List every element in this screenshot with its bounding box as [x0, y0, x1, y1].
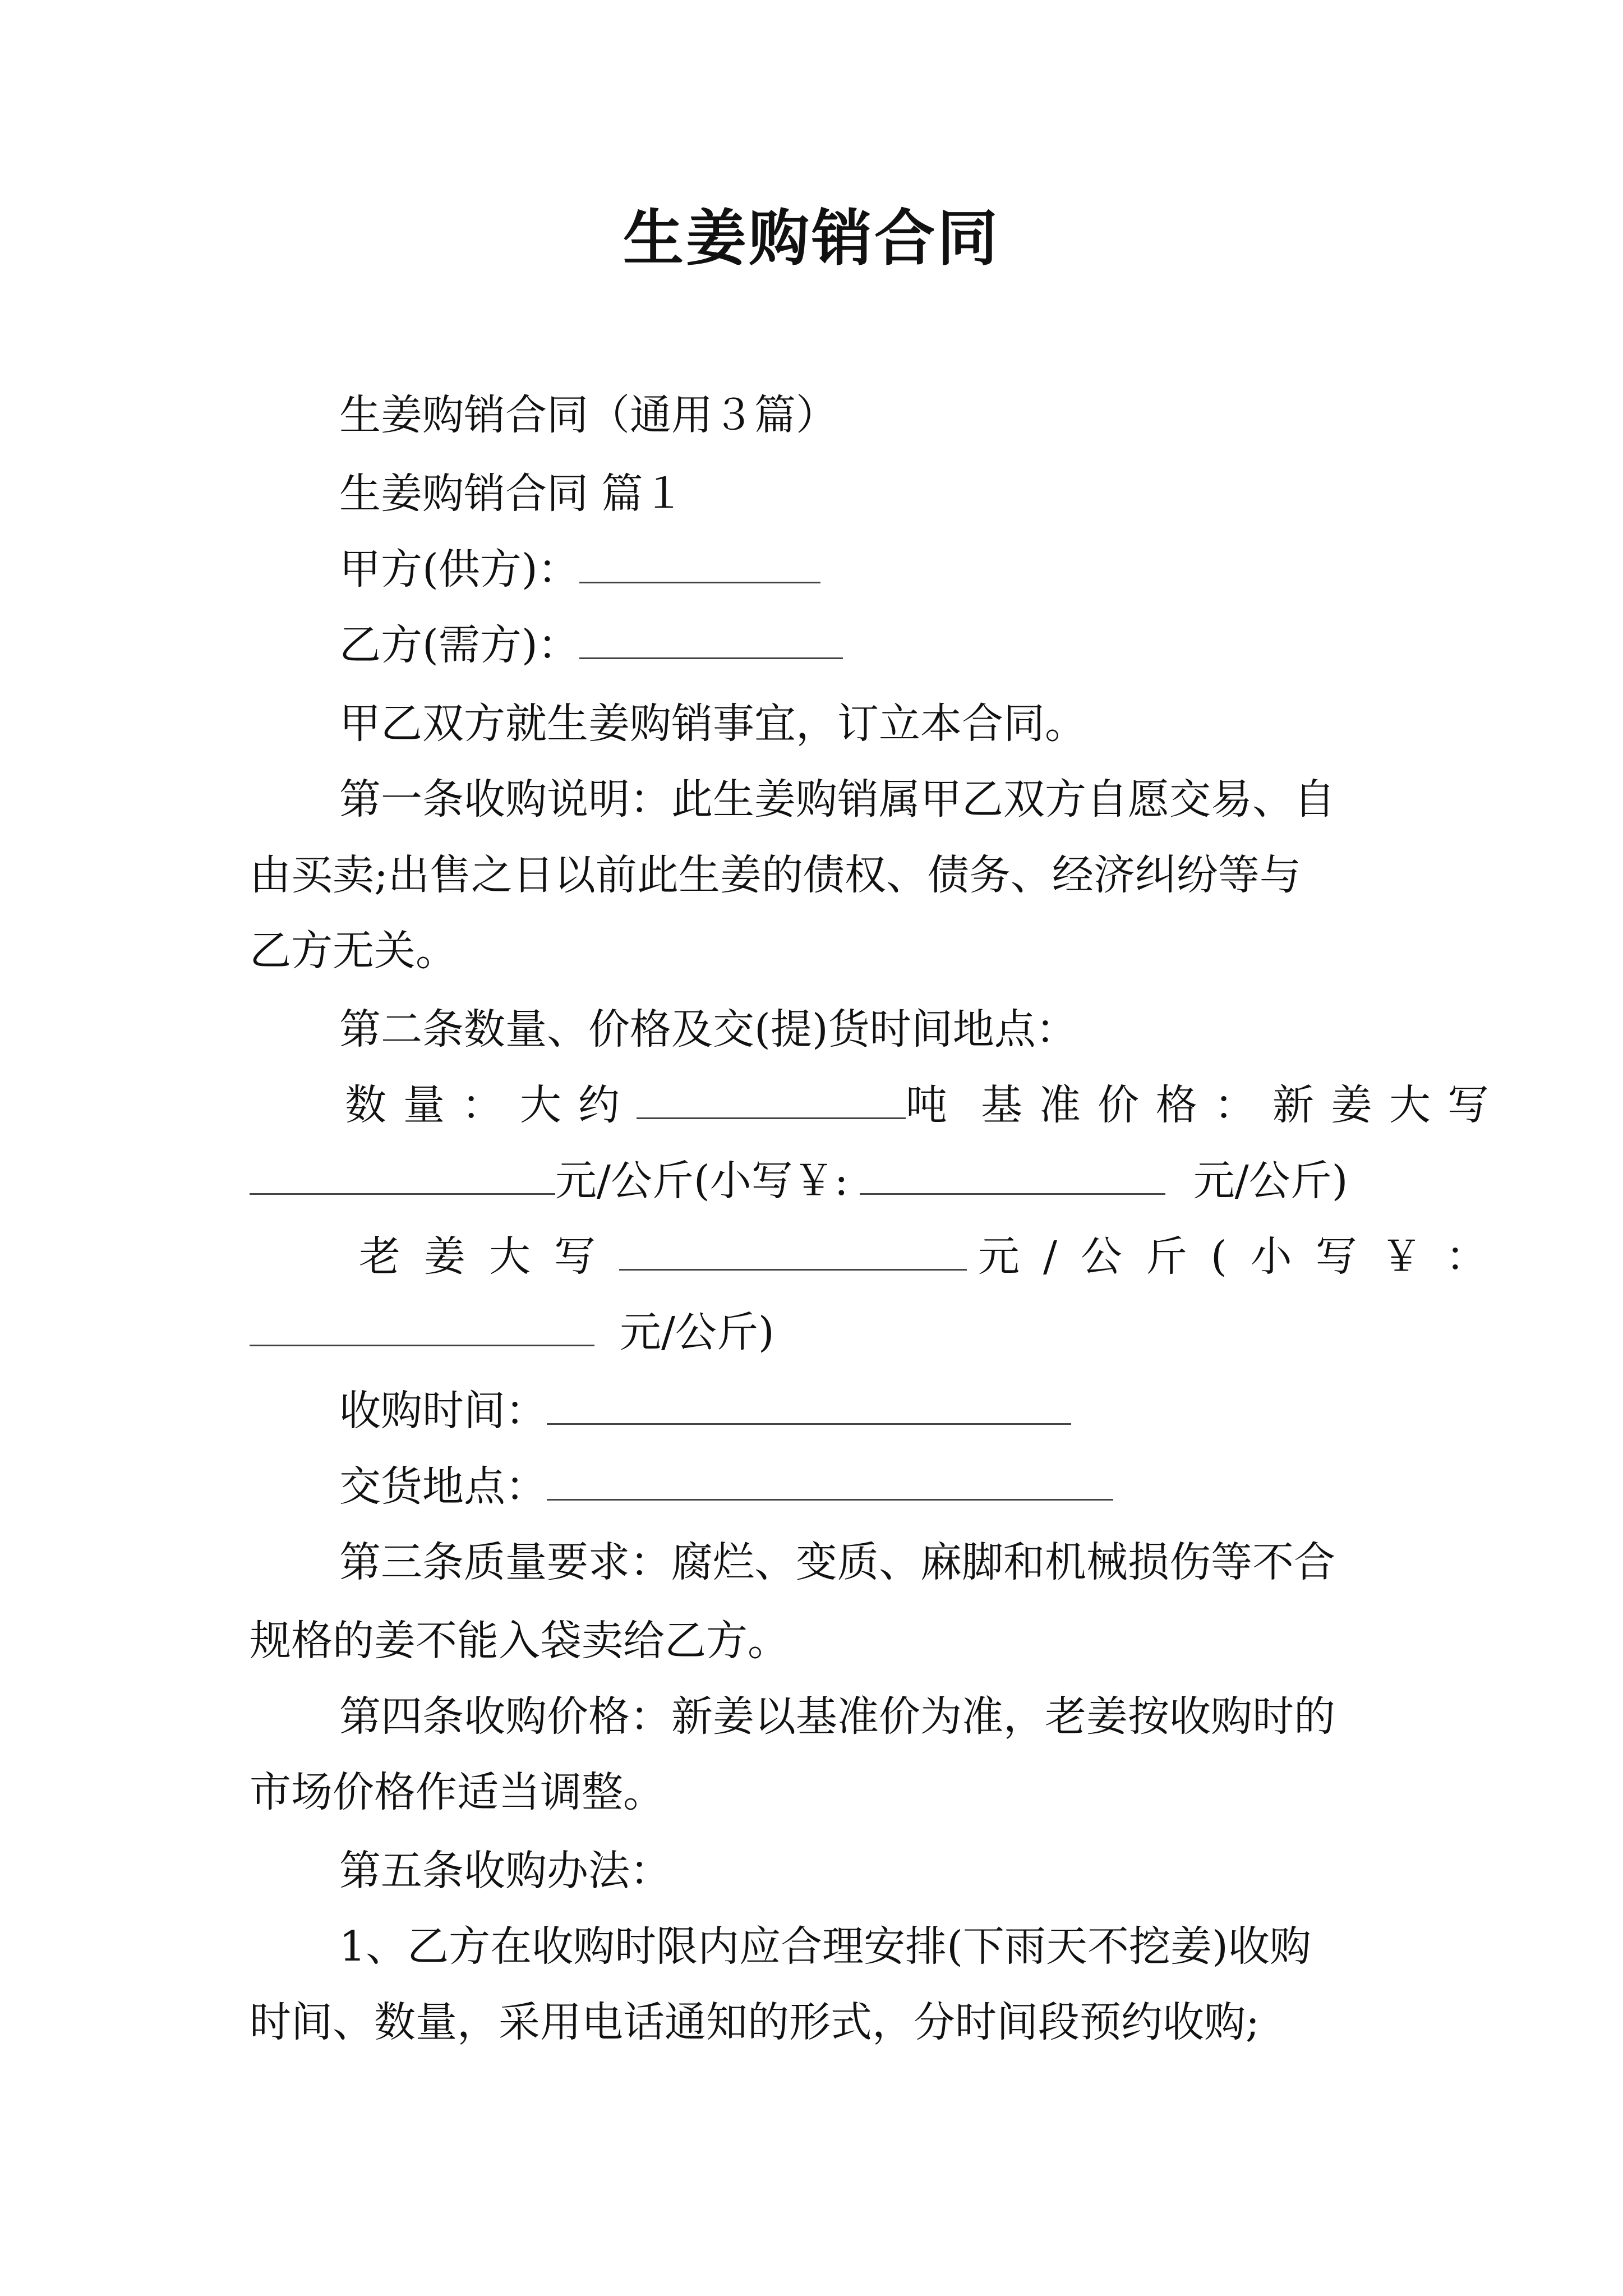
quantity-line: [345, 1077, 1506, 1133]
article-5-item-1-line-2: 时间、数量，采用电话通知的形式，分时间段预约收购;: [250, 1998, 1260, 2046]
delivery-place-line: [339, 1458, 1113, 1515]
new-ginger-price-line: [250, 1153, 1348, 1209]
article-1-line-2: 由买卖;出售之日以前此生姜的债权、债务、经济纠纷等与: [250, 851, 1301, 899]
party-b-blank[interactable]: [579, 623, 843, 659]
old-ginger-upper-blank[interactable]: [619, 1234, 967, 1271]
quantity-label: 数量：大约: [345, 1081, 637, 1129]
delivery-place-label: 交货地点：: [339, 1462, 547, 1511]
base-price-label: 基准价格：新姜大写: [981, 1081, 1506, 1129]
purchase-time-line: [339, 1383, 1071, 1439]
article-3-line-1: 第三条质量要求：腐烂、变质、麻脚和机械损伤等不合: [339, 1538, 1335, 1586]
old-ginger-price-line-2: [250, 1304, 774, 1360]
old-ginger-lower-blank[interactable]: [250, 1310, 594, 1346]
chapter-heading: 生姜购销合同 篇１: [339, 470, 685, 518]
document-title: 生姜购销合同: [623, 203, 1000, 274]
old-ginger-price-line: [359, 1228, 1511, 1285]
new-ginger-lower-blank[interactable]: [860, 1158, 1165, 1195]
article-4-line-1: 第四条收购价格：新姜以基准价为准，老姜按收购时的: [339, 1692, 1335, 1741]
purchase-time-label: 收购时间：: [339, 1387, 547, 1435]
intro-paragraph: 甲乙双方就生姜购销事宜，订立本合同。: [339, 700, 1086, 748]
party-a-blank[interactable]: [579, 547, 820, 583]
old-ginger-label: 老姜大写: [359, 1232, 619, 1281]
article-3-line-2: 规格的姜不能入袋卖给乙方。: [250, 1617, 789, 1665]
article-4-line-2: 市场价格作适当调整。: [250, 1768, 665, 1816]
new-ginger-unit: 元/公斤(小写￥:: [555, 1157, 849, 1205]
party-a-label: 甲方(供方)：: [339, 545, 579, 593]
article-5-item-1-line-1: 1、乙方在收购时限内应合理安排(下雨天不挖姜)收购: [339, 1922, 1311, 1971]
quantity-blank[interactable]: [637, 1083, 906, 1119]
subtitle: 生姜购销合同（通用３篇）: [339, 391, 837, 439]
article-2-heading: 第二条数量、价格及交(提)货时间地点：: [339, 1005, 1077, 1053]
party-a-line: [339, 541, 820, 597]
purchase-time-blank[interactable]: [547, 1388, 1071, 1425]
old-ginger-unit: 元/公斤(小写￥：: [978, 1232, 1511, 1281]
party-b-line: [339, 617, 843, 673]
party-b-label: 乙方(需方)：: [339, 621, 579, 669]
quantity-unit: 吨: [906, 1081, 947, 1129]
new-ginger-unit-end: 元/公斤): [1193, 1157, 1348, 1205]
article-1-line-1: 第一条收购说明：此生姜购销属甲乙双方自愿交易、自: [339, 775, 1335, 823]
old-ginger-unit-end: 元/公斤): [620, 1308, 774, 1356]
new-ginger-upper-blank[interactable]: [250, 1158, 555, 1195]
article-1-line-3: 乙方无关。: [250, 927, 457, 975]
article-5-heading: 第五条收购办法：: [339, 1847, 671, 1895]
delivery-place-blank[interactable]: [547, 1464, 1113, 1501]
